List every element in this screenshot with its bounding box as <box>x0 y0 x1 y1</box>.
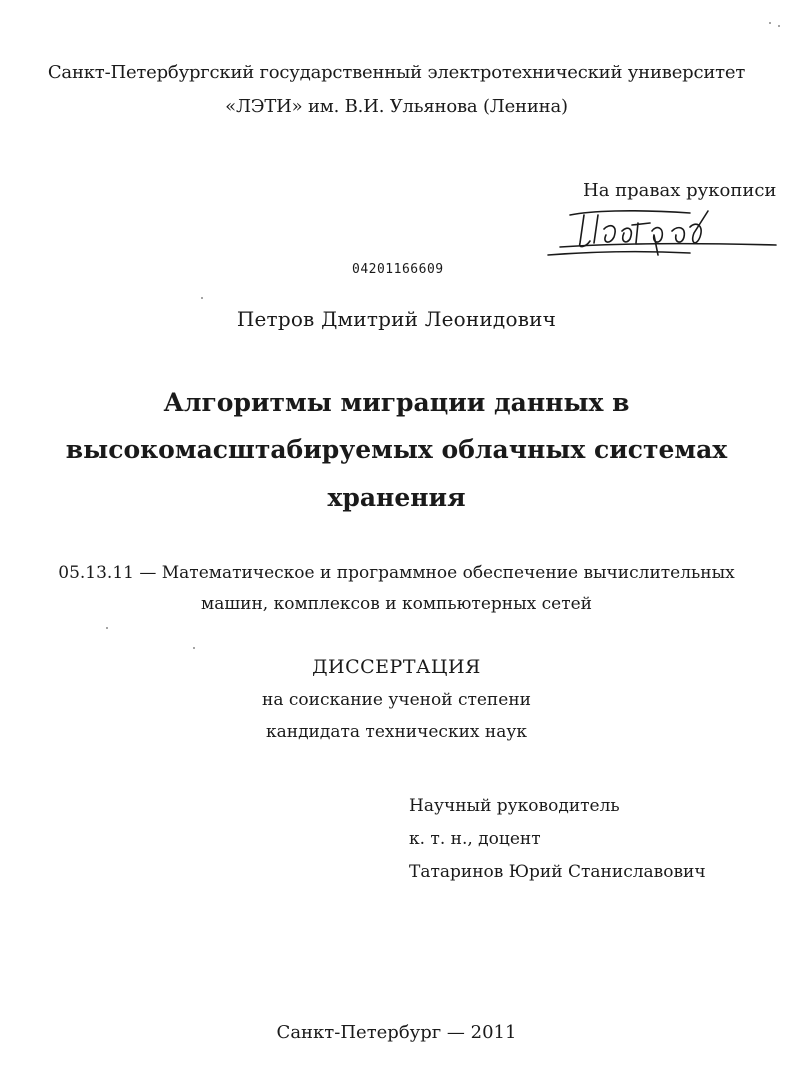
supervisor-degree: к. т. н., доцент <box>409 829 541 849</box>
supervisor-name: Татаринов Юрий Станиславович <box>409 862 706 882</box>
inventory-number: 04201166609 <box>352 262 444 277</box>
supervisor-role: Научный руководитель <box>409 796 620 816</box>
university-name-line-1: Санкт-Петербургский государственный электротехнический университет <box>47 62 746 83</box>
rights-note: На правах рукописи <box>583 180 777 201</box>
thesis-title-line-1: Алгоритмы миграции данных в <box>163 388 630 417</box>
scan-speck <box>769 22 771 24</box>
university-name-line-2: «ЛЭТИ» им. В.И. Ульянова (Ленина) <box>225 96 568 117</box>
author-name: Петров Дмитрий Леонидович <box>236 307 557 331</box>
scan-speck <box>106 627 108 629</box>
degree-line-1: на соискание ученой степени <box>261 690 531 710</box>
degree-line-2: кандидата технических наук <box>265 722 527 742</box>
scan-speck <box>201 297 203 299</box>
thesis-title-line-3: хранения <box>327 483 466 512</box>
author-signature <box>540 203 780 267</box>
specialty-line-1: 05.13.11 — Математическое и программное обеспечение вычислительных <box>58 563 735 583</box>
specialty-line-2: машин, комплексов и компьютерных сетей <box>200 594 593 614</box>
city-year: Санкт-Петербург — 2011 <box>276 1022 517 1043</box>
scan-speck <box>193 647 195 649</box>
scan-speck <box>778 25 780 27</box>
thesis-title-line-2: высокомасштабируемых облачных системах <box>65 435 728 464</box>
dissertation-heading: ДИССЕРТАЦИЯ <box>312 656 481 678</box>
